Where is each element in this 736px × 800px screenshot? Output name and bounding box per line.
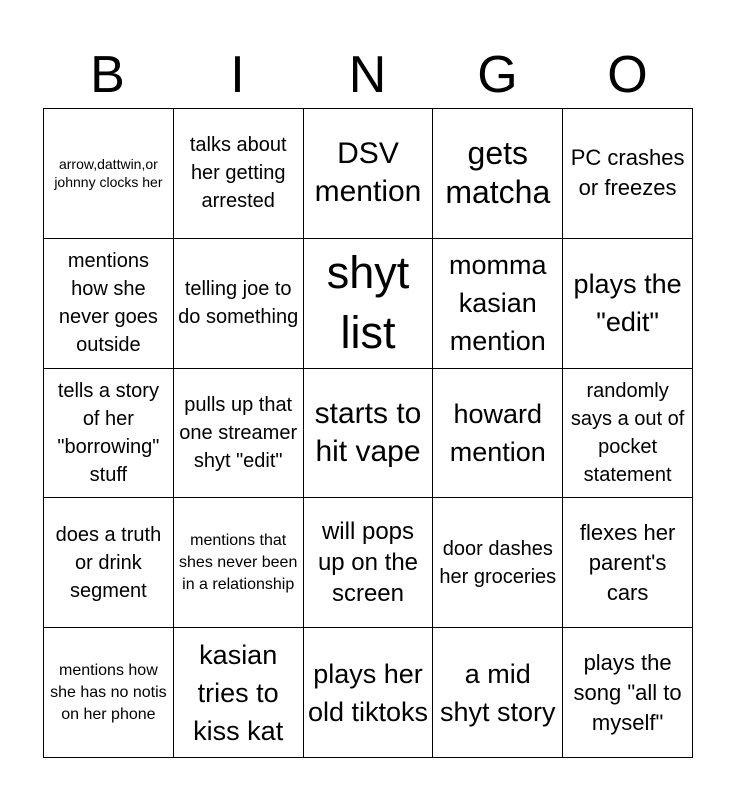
cell-text: plays the "edit"	[573, 269, 682, 338]
cell-text: plays her old tiktoks	[307, 658, 429, 727]
bingo-cell[interactable]	[563, 628, 693, 758]
bingo-cell[interactable]	[304, 369, 434, 499]
cell-text: talks about her getting arrested	[189, 134, 287, 213]
bingo-cell[interactable]	[304, 239, 434, 369]
cell-text: flexes her parent's cars	[579, 519, 676, 605]
cell-text: starts to hit vape	[314, 396, 422, 468]
cell-text: telling joe to do something	[178, 278, 299, 329]
bingo-cell[interactable]	[174, 239, 304, 369]
bingo-cell[interactable]	[304, 628, 434, 758]
cell-text: DSV mention	[314, 137, 422, 209]
bingo-cell[interactable]	[174, 369, 304, 499]
cell-text: door dashes her groceries	[439, 537, 557, 588]
cell-text: howard mention	[449, 398, 546, 467]
bingo-cell[interactable]	[174, 498, 304, 628]
header-letter-o: O	[607, 46, 649, 104]
cell-text: tells a story of her "borrowing" stuff	[57, 379, 160, 486]
cell-text: a mid shyt story	[440, 658, 556, 727]
cell-text: mentions that shes never been in a relationship	[179, 531, 298, 593]
bingo-cell[interactable]	[44, 369, 174, 499]
header-letter-n: N	[348, 46, 388, 104]
bingo-cell[interactable]	[174, 109, 304, 239]
bingo-cell[interactable]	[563, 369, 693, 499]
bingo-cell[interactable]	[304, 109, 434, 239]
bingo-cell[interactable]	[433, 109, 563, 239]
bingo-cell[interactable]	[433, 369, 563, 499]
bingo-cell[interactable]	[433, 628, 563, 758]
cell-text: will pops up on the screen	[317, 518, 419, 608]
bingo-cell[interactable]	[304, 498, 434, 628]
cell-text: PC crashes or freezes	[570, 145, 685, 201]
bingo-cell[interactable]	[44, 498, 174, 628]
header-letter-i: I	[230, 46, 246, 104]
header-letter-b: B	[90, 46, 126, 104]
bingo-header	[43, 42, 693, 108]
bingo-cell[interactable]	[174, 628, 304, 758]
bingo-cell[interactable]	[433, 239, 563, 369]
cell-text: mentions how she has no notis on her phone	[50, 661, 167, 723]
bingo-cell[interactable]	[44, 628, 174, 758]
bingo-cell[interactable]	[44, 239, 174, 369]
cell-text: plays the song "all to myself"	[573, 649, 682, 735]
cell-text: shyt list	[326, 247, 410, 359]
cell-text: momma kasian mention	[449, 250, 547, 357]
cell-text: gets matcha	[445, 135, 551, 211]
cell-text: pulls up that one streamer shyt "edit"	[179, 393, 298, 472]
cell-text: kasian tries to kiss kat	[193, 639, 284, 746]
cell-text: does a truth or drink segment	[55, 523, 162, 602]
header-letter-g: G	[477, 46, 519, 104]
cell-text: arrow,dattwin,or johnny clocks her	[54, 156, 163, 191]
bingo-cell[interactable]	[563, 498, 693, 628]
bingo-grid	[43, 108, 693, 758]
bingo-cell[interactable]	[563, 109, 693, 239]
bingo-cell[interactable]	[563, 239, 693, 369]
cell-text: mentions how she never goes outside	[58, 250, 158, 357]
bingo-cell[interactable]	[44, 109, 174, 239]
bingo-cell[interactable]	[433, 498, 563, 628]
cell-text: randomly says a out of pocket statement	[570, 379, 685, 486]
